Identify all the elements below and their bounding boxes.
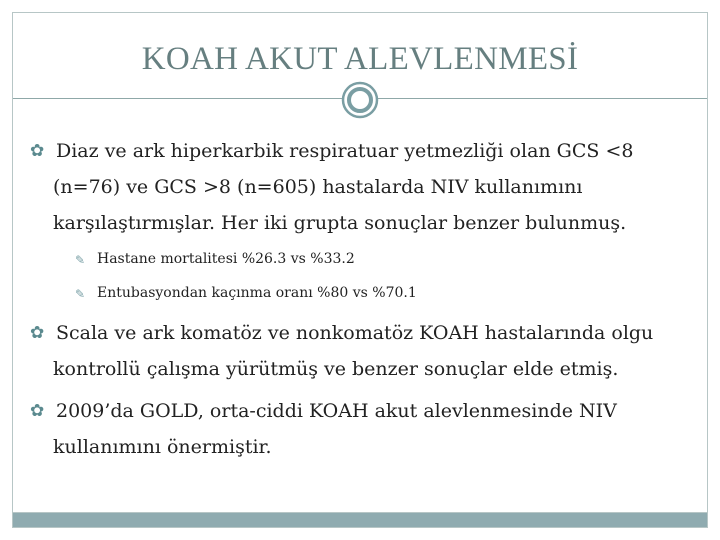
bullet-line: 2009’da GOLD, orta-ciddi KOAH akut alevlenmesinde NIV: [56, 400, 617, 422]
slide-title: KOAH AKUT ALEVLENMESİ: [141, 41, 579, 77]
slide-content: [27, 133, 697, 471]
flower-bullet-icon: ✿: [30, 323, 45, 343]
sub-bullet-item: [27, 247, 697, 271]
flower-bullet-icon: ✿: [30, 401, 45, 421]
sub-bullet-text: Entubasyondan kaçınma oranı %80 vs %70.1: [97, 285, 417, 301]
footer-bar: [13, 513, 707, 527]
slide: [12, 12, 708, 528]
bullet-item: [27, 133, 697, 241]
bullet-line: (n=76) ve GCS >8 (n=605) hastalarda NIV kullanımını: [53, 176, 583, 198]
bullet-item: [27, 393, 697, 465]
ring-ornament-icon: [341, 81, 379, 119]
pen-bullet-icon: ✎: [75, 287, 86, 301]
bullet-line: Diaz ve ark hiperkarbik respiratuar yetmezliği olan GCS <8: [56, 140, 634, 162]
bullet-line: Scala ve ark komatöz ve nonkomatöz KOAH hastalarında olgu: [56, 322, 654, 344]
sub-bullet-text: Hastane mortalitesi %26.3 vs %33.2: [97, 251, 355, 267]
flower-bullet-icon: ✿: [30, 141, 45, 161]
bullet-line: kullanımını önermiştir.: [53, 436, 272, 458]
bullet-line: kontrollü çalışma yürütmüş ve benzer sonuçlar elde etmiş.: [53, 358, 619, 380]
bullet-line: karşılaştırmışlar. Her iki grupta sonuçlar benzer bulunmuş.: [53, 212, 627, 234]
sub-bullet-item: [27, 281, 697, 305]
bullet-item: [27, 315, 697, 387]
pen-bullet-icon: ✎: [75, 253, 86, 267]
